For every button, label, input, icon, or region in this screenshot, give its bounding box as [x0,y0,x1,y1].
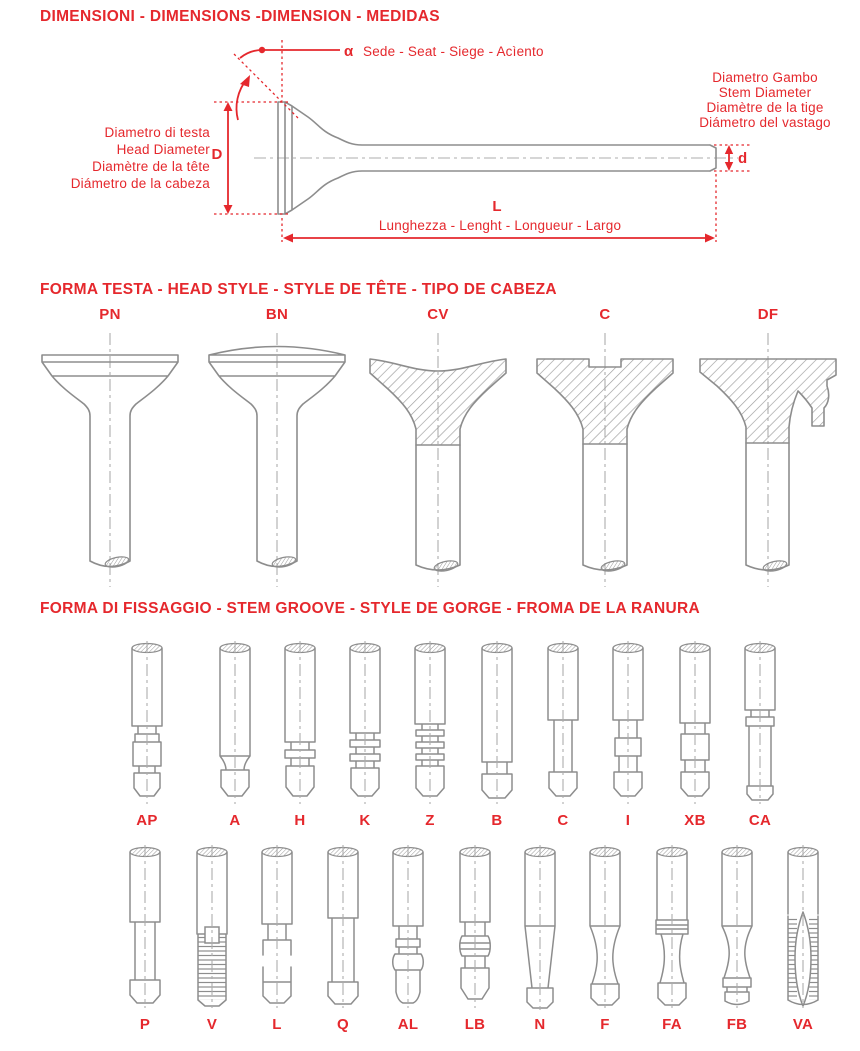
stem-drawing-a [200,638,270,808]
stem-groove-label-va: VA [792,1016,814,1033]
stem-drawing-ca [725,638,795,808]
stem-groove-figure-ap [112,638,182,829]
valve-head-drawing-df [688,329,848,591]
head-style-label-bn: BN [265,306,289,323]
stem-drawing-l [242,842,312,1012]
head-style-label-pn: PN [99,306,121,323]
stem-groove-label-v: V [206,1016,218,1033]
stem-drawing-v [177,842,247,1012]
stem-groove-figure-al [373,842,443,1033]
stem-groove-figure-f [570,842,640,1033]
stem-drawing-fb [702,842,772,1012]
valve-head-drawing-cv [358,329,518,591]
stem-groove-figure-b [462,638,532,829]
head-style-figure-pn [30,306,190,591]
stem-drawing-fa [637,842,707,1012]
stem-groove-label-i: I [625,812,631,829]
stem-drawing-ap [112,638,182,808]
length-label: Lunghezza - Lenght - Longueur - Largo [378,218,622,233]
stem-groove-figure-fa [637,842,707,1033]
stem-groove-label-fa: FA [662,1016,682,1033]
stem-groove-label-h: H [294,812,306,829]
stem-groove-label-n: N [534,1016,546,1033]
stem-drawing-b [462,638,532,808]
stem-drawing-al [373,842,443,1012]
head-style-figure-df [688,306,848,591]
stem-groove-label-f: F [600,1016,610,1033]
stem-diameter-label-line-1: Diametro Gambo [712,70,818,85]
stem-groove-label-ca: CA [748,812,772,829]
stem-groove-figure-q [308,842,378,1033]
valve-head-drawing-c [525,329,685,591]
head-diameter-label-line-2: Head Diameter [116,142,210,157]
head-diameter-label-line-3: Diamètre de la tête [92,159,210,174]
stem-groove-figure-k [330,638,400,829]
stem-groove-label-c: C [557,812,569,829]
stem-groove-label-k: K [359,812,371,829]
stem-drawing-va [768,842,838,1012]
stem-drawing-n [505,842,575,1012]
stem-groove-label-al: AL [397,1016,419,1033]
length-letter: L [492,198,502,215]
section-title-stem-groove: FORMA DI FISSAGGIO - STEM GROOVE - STYLE DE GORGE - FROMA DE LA RANURA [40,600,700,617]
stem-drawing-p [110,842,180,1012]
head-style-label-cv: CV [427,306,449,323]
valve-head-drawing-bn [197,329,357,591]
stem-drawing-q [308,842,378,1012]
head-style-figure-bn [197,306,357,591]
section-title-dimensions: DIMENSIONI - DIMENSIONS -DIMENSION - MEDIDAS [40,8,440,25]
stem-diameter-label-line-3: Diamètre de la tige [706,100,824,115]
stem-groove-figure-a [200,638,270,829]
section-title-head-style: FORMA TESTA - HEAD STYLE - STYLE DE TÊTE - TIPO DE CABEZA [40,281,557,298]
stem-groove-label-xb: XB [684,812,706,829]
stem-diameter-label-line-4: Diámetro del vastago [699,115,831,130]
stem-drawing-c [528,638,598,808]
stem-groove-label-ap: AP [136,812,158,829]
seat-label: Sede - Seat - Siege - Acìento [363,44,544,59]
stem-groove-label-b: B [491,812,503,829]
valve-dimension-diagram [0,28,860,250]
valve-head-drawing-pn [30,329,190,591]
stem-groove-label-a: A [229,812,241,829]
stem-drawing-xb [660,638,730,808]
head-style-figure-c [525,306,685,591]
stem-groove-figure-c [528,638,598,829]
stem-groove-figure-n [505,842,575,1033]
stem-groove-label-p: P [139,1016,151,1033]
stem-drawing-h [265,638,335,808]
stem-diameter-letter: d [738,150,748,167]
stem-groove-figure-l [242,842,312,1033]
stem-groove-label-q: Q [337,1016,349,1033]
head-style-label-df: DF [757,306,779,323]
stem-groove-label-z: Z [425,812,435,829]
stem-groove-figure-p [110,842,180,1033]
stem-groove-label-fb: FB [726,1016,748,1033]
stem-drawing-k [330,638,400,808]
stem-groove-figure-xb [660,638,730,829]
stem-drawing-f [570,842,640,1012]
stem-groove-figure-va [768,842,838,1033]
stem-groove-figure-h [265,638,335,829]
stem-drawing-lb [440,842,510,1012]
head-diameter-letter: D [211,146,223,163]
stem-drawing-i [593,638,663,808]
head-style-figure-cv [358,306,518,591]
stem-groove-figure-lb [440,842,510,1033]
stem-groove-figure-ca [725,638,795,829]
stem-groove-label-lb: LB [464,1016,486,1033]
head-style-label-c: C [599,306,611,323]
stem-groove-figure-i [593,638,663,829]
stem-drawing-z [395,638,465,808]
dimension-annotations [214,40,750,243]
stem-groove-label-l: L [272,1016,282,1033]
stem-groove-figure-v [177,842,247,1033]
stem-diameter-label-line-2: Stem Diameter [718,85,812,100]
stem-groove-figure-z [395,638,465,829]
angle-symbol: α [344,43,354,60]
head-diameter-label-line-1: Diametro di testa [104,125,210,140]
head-diameter-label-line-4: Diámetro de la cabeza [70,176,210,191]
stem-groove-figure-fb [702,842,772,1033]
